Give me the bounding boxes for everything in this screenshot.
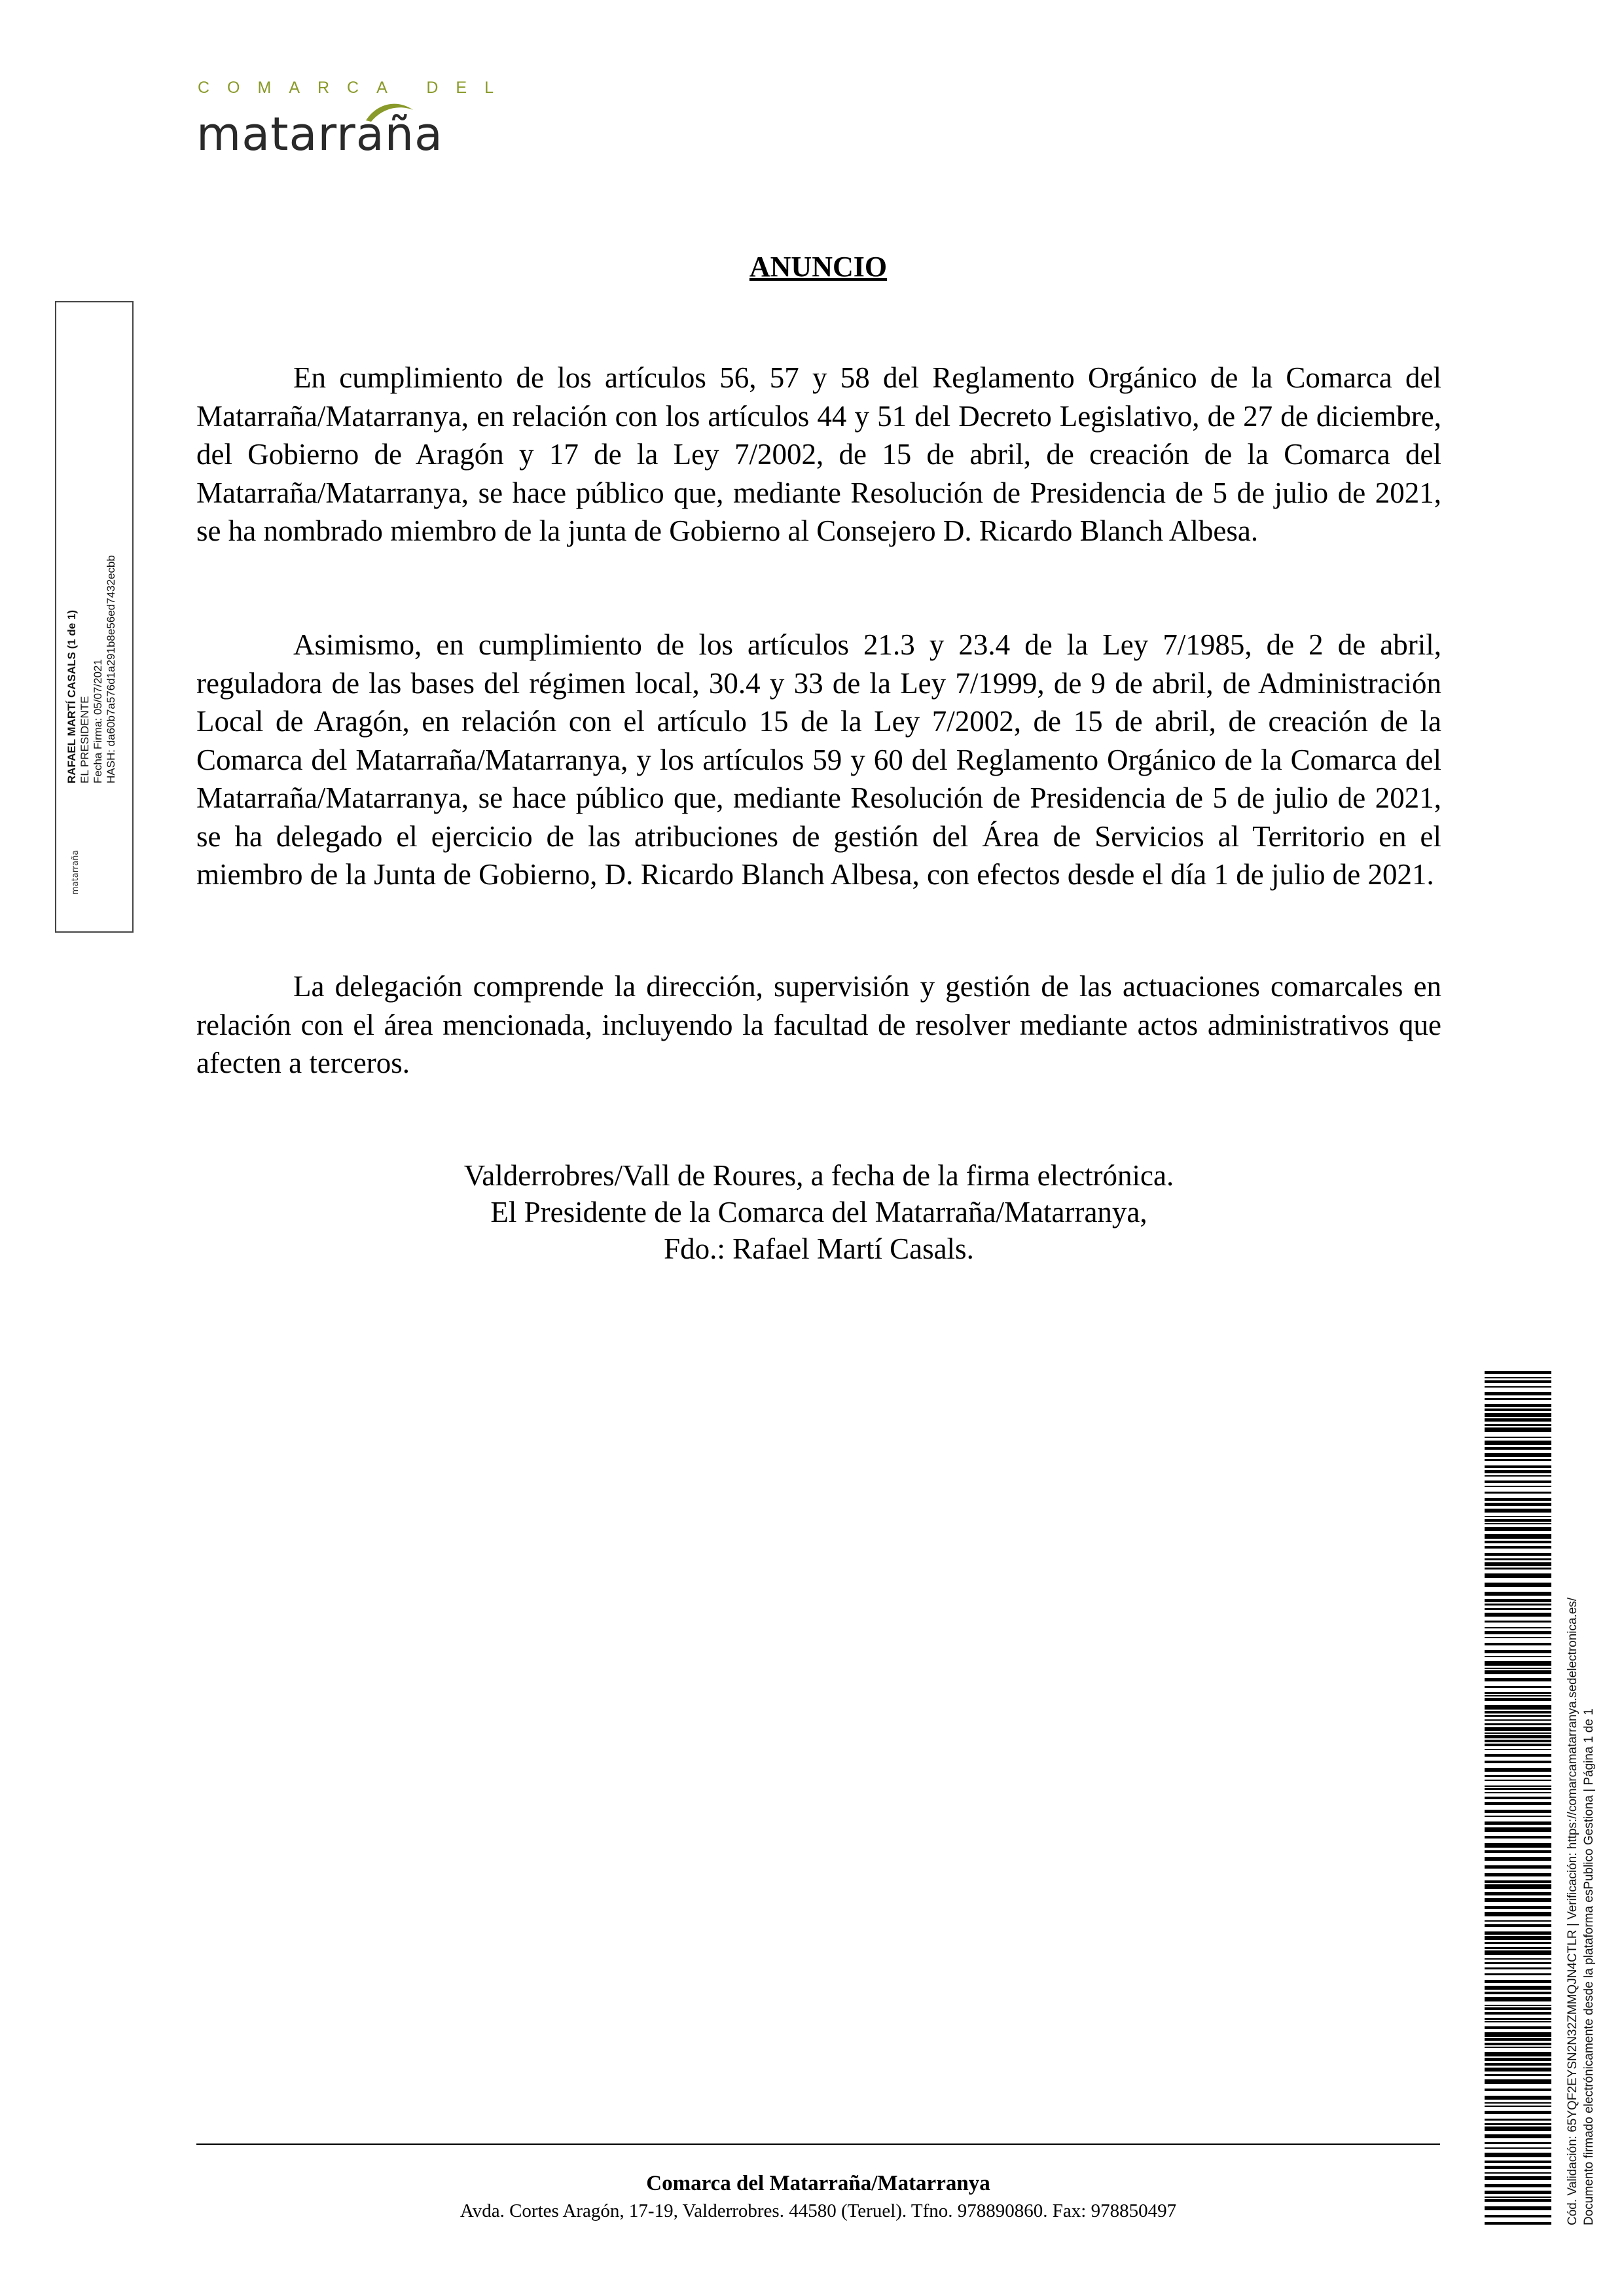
barcode-bar: [1485, 1371, 1551, 1374]
paragraph-delegacion: Asimismo, en cumplimiento de los artículos 21.3 y 23.4 de la Ley 7/1985, de 2 de abril, reguladora de las bases del régimen local, 30.4 y 33 de la Ley 7/1999, de 9 de abril, de Administración Local de Aragón, en relación con el artículo 15 de la Ley 7/2002, de 15 de abril, de creación de la Comarca del Matarraña/Matarranya, y los artículos 59 y 60 del Reglamento Orgánico de la Comarca del Matarraña/Matarranya, se hace público que, mediante Resolución de Presidencia de 5 de julio de 2021, se ha delegado el ejercicio de las atribuciones de gestión del Área de Servicios al Territorio en el miembro de la Junta de Gobierno, D. Ricardo Blanch Albesa, con efectos desde el día 1 de julio de 2021.: [196, 628, 1441, 891]
barcode-bar: [1485, 1386, 1551, 1388]
barcode-bar: [1485, 1735, 1551, 1738]
barcode-bar: [1485, 1754, 1551, 1757]
barcode-bar: [1485, 2058, 1551, 2061]
barcode-bar: [1485, 1950, 1551, 1955]
barcode-bar: [1485, 1744, 1551, 1746]
barcode-bar: [1485, 1631, 1551, 1634]
barcode-bar: [1485, 1997, 1551, 2001]
barcode-bar: [1485, 1424, 1551, 1426]
barcode-bar: [1485, 1656, 1551, 1657]
barcode-bar: [1485, 1527, 1551, 1531]
barcode-bar: [1485, 1523, 1551, 1524]
barcode-bar: [1485, 1958, 1551, 1960]
barcode-bar: [1485, 1924, 1551, 1927]
barcode-bar: [1485, 1715, 1551, 1717]
barcode-bar: [1485, 1775, 1551, 1777]
barcode-bar: [1485, 1668, 1551, 1669]
barcode-bar: [1485, 1749, 1551, 1750]
barcode-bar: [1485, 1608, 1551, 1610]
barcode-bar: [1485, 2176, 1551, 2180]
barcode-bar: [1485, 2206, 1551, 2210]
barcode-bar: [1485, 1865, 1551, 1869]
barcode-bar: [1485, 1441, 1551, 1445]
barcode-bar: [1485, 1568, 1551, 1570]
barcode-bar: [1485, 1599, 1551, 1602]
barcode-bar: [1485, 1670, 1551, 1674]
barcode-bar: [1485, 1475, 1551, 1477]
barcode-bar: [1485, 1821, 1551, 1825]
barcode-bar: [1485, 1705, 1551, 1710]
validation-text: [1564, 1361, 1604, 2225]
barcode-bar: [1485, 1509, 1551, 1513]
barcode-bar: [1485, 1873, 1551, 1876]
electronic-signature-stamp: [55, 301, 134, 933]
barcode-bar: [1485, 1453, 1551, 1457]
paragraph-alcance: La delegación comprende la dirección, supervisión y gestión de las actuaciones comarcales en relación con el área mencionada, incluyendo la facultad de resolver mediante actos administrativos que afecten a terceros.: [196, 970, 1441, 1079]
barcode-bar: [1485, 1692, 1551, 1694]
comarca-logo: [196, 79, 511, 183]
barcode-bar: [1485, 2153, 1551, 2157]
barcode-bar: [1485, 1792, 1551, 1793]
barcode-bar: [1485, 1986, 1551, 1990]
signature-logo: matarraña: [71, 850, 81, 895]
barcode-bar: [1485, 1413, 1551, 1417]
barcode-bar: [1485, 1698, 1551, 1701]
barcode-bar: [1485, 1465, 1551, 1468]
barcode-bar: [1485, 1392, 1551, 1395]
barcode-bar: [1485, 1573, 1551, 1578]
barcode-bar: [1485, 1816, 1551, 1817]
barcode-bar: [1485, 2007, 1551, 2010]
barcode-bar: [1485, 1843, 1551, 1848]
barcode-bar: [1485, 1857, 1551, 1861]
barcode-bar: [1485, 1447, 1551, 1450]
barcode-bar: [1485, 2123, 1551, 2125]
signature-role: EL PRESIDENTE: [79, 696, 91, 783]
barcode-bar: [1485, 1912, 1551, 1916]
barcode-bar: [1485, 1850, 1551, 1853]
barcode-bar: [1485, 2021, 1551, 2022]
barcode-bar: [1485, 1973, 1551, 1975]
signature-name: RAFAEL MARTÍ CASALS (1 de 1): [65, 609, 78, 783]
barcode-bar: [1485, 1380, 1551, 1383]
barcode-bar: [1485, 2032, 1551, 2037]
barcode-bar: [1485, 1486, 1551, 1487]
barcode-bar: [1485, 1637, 1551, 1638]
footer-divider: [196, 2144, 1440, 2145]
barcode-bar: [1485, 2172, 1551, 2174]
barcode-bar: [1485, 1942, 1551, 1944]
barcode-bar: [1485, 1802, 1551, 1805]
barcode-bar: [1485, 1398, 1551, 1400]
logo-tagline: COMARCA DEL: [198, 79, 511, 97]
barcode-bar: [1485, 1836, 1551, 1839]
barcode-bar: [1485, 2079, 1551, 2084]
barcode-bar: [1485, 1962, 1551, 1964]
barcode-bar: [1485, 2026, 1551, 2029]
barcode-bar: [1485, 1761, 1551, 1763]
barcode-bar: [1485, 1583, 1551, 1587]
barcode-bar: [1485, 1404, 1551, 1407]
barcode-bar: [1485, 1884, 1551, 1889]
barcode-bar: [1485, 2043, 1551, 2045]
signature-details: [65, 325, 118, 783]
barcode-bar: [1485, 1906, 1551, 1909]
validation-code: Cód. Validación: 65YQF2EYSN2N32ZMMQJN4CTLR | Verificación: https://comarcamatarranya.sedelectronica.es/: [1566, 1597, 1579, 2225]
barcode-bar: [1485, 1686, 1551, 1688]
validation-platform: Documento firmado electrónicamente desde la plataforma esPublico Gestiona | Página 1 de 1: [1582, 1708, 1596, 2225]
barcode-bar: [1485, 2191, 1551, 2194]
document-title: ANUNCIO: [749, 251, 888, 283]
barcode-bar: [1485, 1650, 1551, 1653]
barcode-bar: [1485, 1377, 1551, 1378]
barcode-bar: [1485, 2052, 1551, 2056]
barcode-bar: [1485, 1992, 1551, 1994]
barcode-bar: [1485, 2047, 1551, 2048]
barcode-bar: [1485, 1558, 1551, 1560]
barcode-bar: [1485, 1592, 1551, 1596]
barcode-bar: [1485, 1980, 1551, 1983]
barcode-bar: [1485, 2197, 1551, 2198]
barcode-bar: [1485, 1541, 1551, 1543]
leaf-icon: [363, 98, 416, 124]
barcode-bar: [1485, 1797, 1551, 1799]
barcode-bar: [1485, 1427, 1551, 1432]
barcode-bar: [1485, 1931, 1551, 1935]
barcode-bar: [1485, 2119, 1551, 2121]
barcode-bar: [1485, 2074, 1551, 2076]
barcode-bar: [1485, 1519, 1551, 1522]
barcode-bar: [1485, 2111, 1551, 2114]
barcode-bar: [1485, 2134, 1551, 2138]
barcode-bar: [1485, 2222, 1551, 2225]
barcode-bar: [1485, 2147, 1551, 2149]
barcode-bar: [1485, 1562, 1551, 1566]
barcode-bar: [1485, 1553, 1551, 1556]
barcode-bar: [1485, 1534, 1551, 1539]
barcode-bar: [1485, 1627, 1551, 1628]
barcode-bar: [1485, 2106, 1551, 2107]
barcode-bar: [1485, 2038, 1551, 2041]
barcode-bar: [1485, 2199, 1551, 2202]
barcode-bar: [1485, 1920, 1551, 1922]
barcode-bar: [1485, 2089, 1551, 2091]
barcode-bar: [1485, 2005, 1551, 2006]
barcode-bar: [1485, 2126, 1551, 2131]
paragraph-nombramiento: En cumplimiento de los artículos 56, 57 y 58 del Reglamento Orgánico de la Comarca del Matarraña/Matarranya, en relación con los artículos 44 y 51 del Decreto Legislativo, de 27 de diciembre, del Gobierno de Aragón y 17 de la Ley 7/2002, de 15 de abril, de creación de la Comarca del Matarraña/Matarranya, se hace público que, mediante Resolución de Presidencia de 5 de julio de 2021, se ha nombrado miembro de la junta de Gobierno al Consejero D. Ricardo Blanch Albesa.: [196, 361, 1441, 547]
barcode-bar: [1485, 1768, 1551, 1772]
barcode-bar: [1485, 1678, 1551, 1681]
barcode-bar: [1485, 1788, 1551, 1790]
barcode-bar: [1485, 1503, 1551, 1506]
barcode-bar: [1485, 2018, 1551, 2020]
barcode-bar: [1485, 2096, 1551, 2100]
barcode-bar: [1485, 1643, 1551, 1645]
footer-address: Avda. Cortes Aragón, 17-19, Valderrobres. 44580 (Teruel). Tfno. 978890860. Fax: 978850497: [460, 2200, 1177, 2221]
barcode-bar: [1485, 1546, 1551, 1549]
barcode-bar: [1485, 1498, 1551, 1501]
barcode-bar: [1485, 1661, 1551, 1666]
validation-barcode: [1485, 1371, 1551, 2225]
barcode-bar: [1485, 2184, 1551, 2187]
closing-signer: Fdo.: Rafael Martí Casals.: [664, 1232, 974, 1265]
barcode-bar: [1485, 1732, 1551, 1734]
barcode-bar: [1485, 1459, 1551, 1461]
barcode-bar: [1485, 2063, 1551, 2066]
barcode-bar: [1485, 2215, 1551, 2217]
barcode-bar: [1485, 1516, 1551, 1517]
barcode-bar: [1485, 1936, 1551, 1940]
barcode-bar: [1485, 1695, 1551, 1696]
closing-block: [196, 1157, 1441, 1267]
barcode-bar: [1485, 1613, 1551, 1617]
closing-position: El Presidente de la Comarca del Matarraña/Matarranya,: [490, 1196, 1147, 1229]
barcode-bar: [1485, 1827, 1551, 1832]
footer-organization: Comarca del Matarraña/Matarranya: [646, 2172, 990, 2195]
barcode-bar: [1485, 1408, 1551, 1411]
barcode-bar: [1485, 1711, 1551, 1713]
barcode-bar: [1485, 2142, 1551, 2144]
barcode-bar: [1485, 1480, 1551, 1483]
barcode-bar: [1485, 1492, 1551, 1494]
barcode-bar: [1485, 1880, 1551, 1883]
barcode-bar: [1485, 2102, 1551, 2104]
logo-wordmark: matarraña: [196, 107, 443, 161]
barcode-bar: [1485, 1898, 1551, 1902]
barcode-bar: [1485, 1719, 1551, 1721]
barcode-bar: [1485, 1780, 1551, 1781]
barcode-bar: [1485, 1604, 1551, 1605]
barcode-bar: [1485, 1967, 1551, 1969]
barcode-bar: [1485, 1947, 1551, 1949]
barcode-bar: [1485, 1727, 1551, 1731]
barcode-bar: [1485, 1723, 1551, 1725]
barcode-bar: [1485, 2161, 1551, 2163]
barcode-bar: [1485, 1621, 1551, 1623]
signature-date: Fecha Firma: 05/07/2021: [92, 659, 104, 783]
barcode-bar: [1485, 1418, 1551, 1422]
barcode-bar: [1485, 2012, 1551, 2015]
barcode-bar: [1485, 1785, 1551, 1787]
barcode-bar: [1485, 1740, 1551, 1742]
barcode-bar: [1485, 1470, 1551, 1473]
barcode-bar: [1485, 2068, 1551, 2072]
barcode-bar: [1485, 1810, 1551, 1813]
barcode-bar: [1485, 1892, 1551, 1895]
barcode-bar: [1485, 2166, 1551, 2169]
closing-place-date: Valderrobres/Vall de Roures, a fecha de la firma electrónica.: [463, 1159, 1174, 1192]
signature-hash: HASH: da60b7a576d1a291b8e56ed7432ecbb: [105, 555, 117, 783]
barcode-bar: [1485, 1437, 1551, 1438]
